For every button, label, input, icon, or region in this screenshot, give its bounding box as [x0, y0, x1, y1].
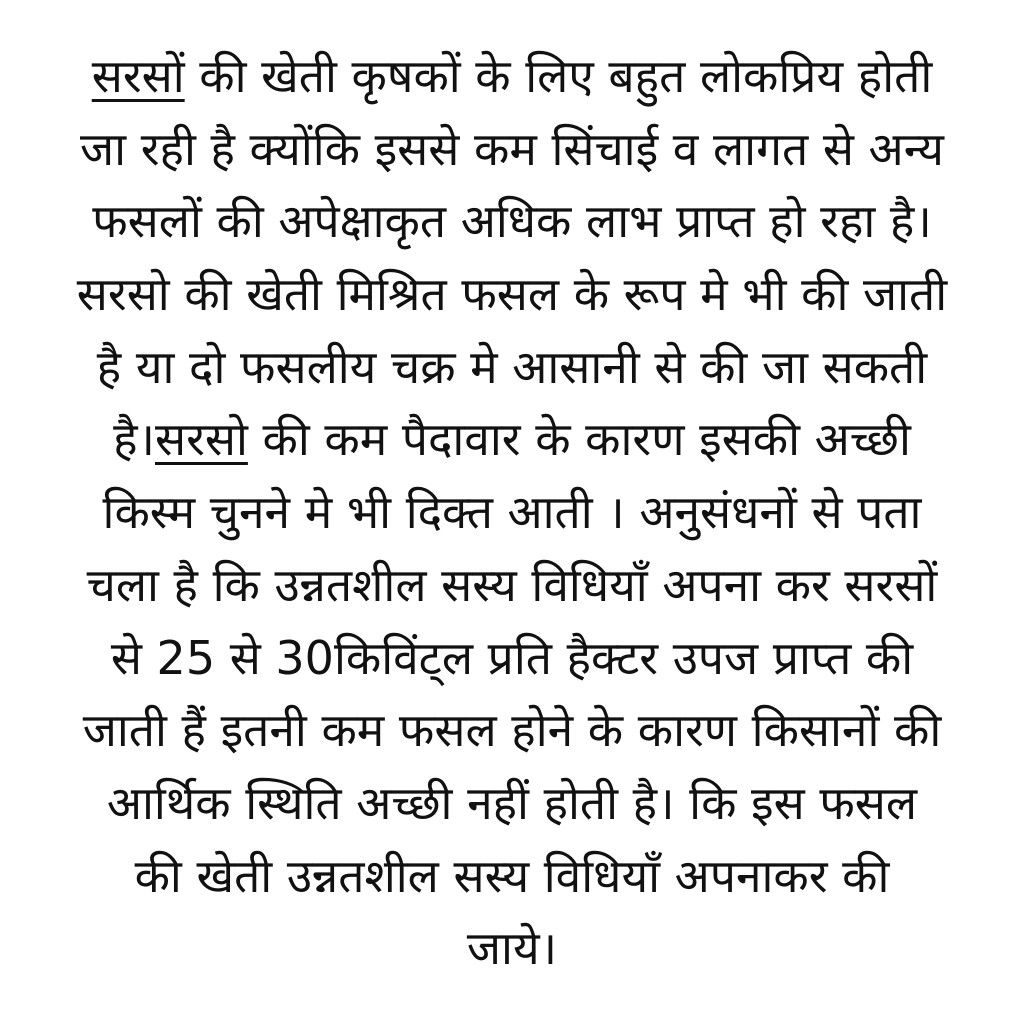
paragraph-line-10: जाती हैं इतनी कम फसल होने के कारण किसानों की — [82, 703, 942, 758]
paragraph-line-8: चला है कि उन्नतशील सस्य विधियाँ अपना कर सरसों — [86, 557, 938, 612]
paragraph-line-2: जा रही है क्योंकि इससे कम सिंचाई व लागत से अन्य — [80, 121, 944, 176]
link-sarson[interactable]: सरसों — [91, 49, 185, 103]
paragraph-line-4: सरसो की खेती मिश्रित फसल के रूप मे भी की जाती — [76, 267, 948, 322]
paragraph-line-3: फसलों की अपेक्षाकृत अधिक लाभ प्राप्त हो रहा है। — [92, 194, 932, 249]
paragraph-line-13: जाये। — [466, 921, 558, 976]
link-sarso[interactable]: सरसो — [154, 412, 248, 467]
paragraph-line-9: से 25 से 30किविंट्ल प्रति हैक्टर उपज प्राप्त की — [110, 630, 914, 685]
paragraph-line-6 — [12, 403, 1012, 476]
paragraph-line-7: किस्म चुनने मे भी दिक्त आती । अनुसंधनों से पता — [102, 485, 922, 540]
line-6-prefix: है। — [113, 412, 155, 467]
paragraph-line-5: है या दो फसलीय चक्र मे आसानी से की जा सकती — [96, 339, 928, 394]
line-6-text: की कम पैदावार के कारण इसकी अच्छी — [247, 412, 911, 467]
paragraph-line-12: की खेती उन्नतशील सस्य विधियाँ अपनाकर की — [134, 848, 890, 903]
paragraph-line-1 — [12, 40, 1012, 113]
line-1-text: की खेती कृषकों के लिए बहुत लोकप्रिय होती — [184, 49, 933, 103]
paragraph-line-11: आर्थिक स्थिति अच्छी नहीं होती है। कि इस फसल — [106, 775, 918, 830]
